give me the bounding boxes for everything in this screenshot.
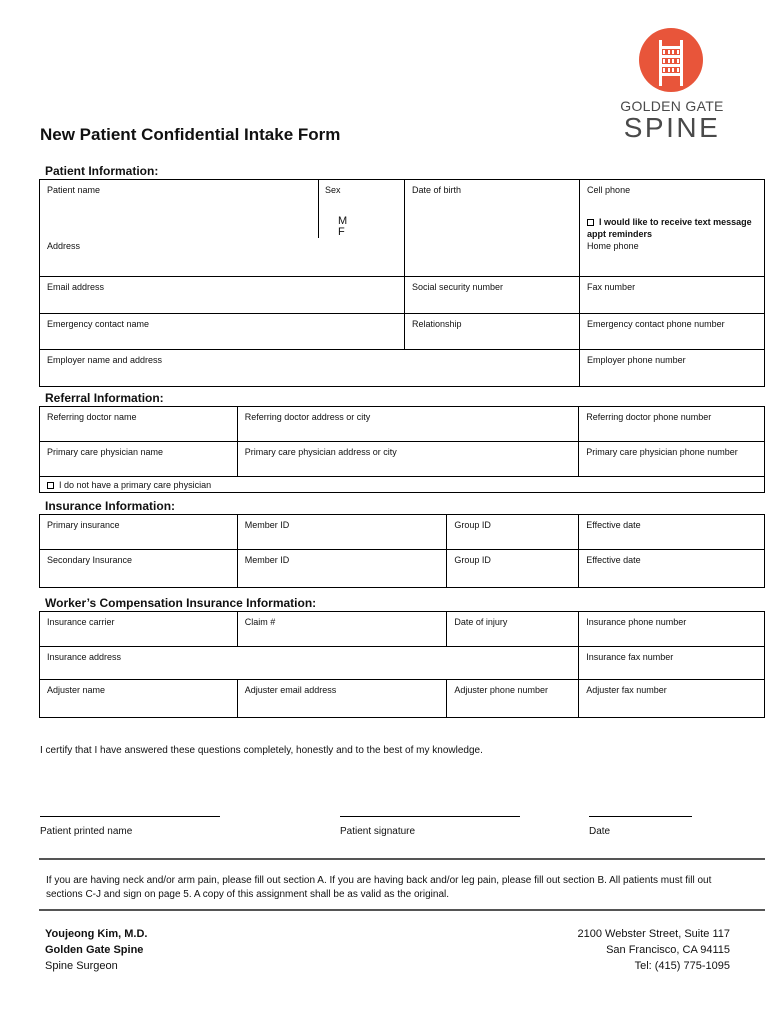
- sex-field: [318, 180, 404, 238]
- page-title: New Patient Confidential Intake Form: [40, 125, 341, 144]
- emergency-contact-label: Emergency contact name: [47, 318, 150, 329]
- footer-street: 2100 Webster Street, Suite 117: [577, 928, 730, 940]
- insurance-carrier-label: Insurance carrier: [47, 617, 115, 627]
- printed-name-line[interactable]: [40, 816, 220, 817]
- sex-label: Sex: [325, 185, 341, 195]
- text-reminder-label: I would like to receive text message appt reminders: [587, 217, 752, 239]
- clinic-logo: [612, 28, 732, 143]
- primary-effective-date-field[interactable]: [579, 515, 765, 550]
- workers-comp-table: [39, 611, 765, 718]
- fax-field[interactable]: [580, 276, 765, 313]
- ssn-field[interactable]: [405, 276, 580, 313]
- injury-date-label: Date of injury: [454, 617, 508, 627]
- footer-doctor-role: Spine Surgeon: [45, 960, 118, 972]
- primary-member-id-label: Member ID: [244, 520, 290, 530]
- insurance-carrier-field[interactable]: [40, 612, 238, 647]
- referring-doctor-phone-field[interactable]: [579, 407, 765, 442]
- adjuster-fax-label: Adjuster fax number: [586, 685, 667, 695]
- secondary-insurance-label: Secondary Insurance: [47, 555, 133, 565]
- primary-effective-date-label: Effective date: [586, 520, 641, 530]
- referral-info-table: [39, 406, 765, 493]
- referring-doctor-field[interactable]: [40, 407, 238, 442]
- address-label: Address: [47, 241, 81, 251]
- insurance-address-field[interactable]: [40, 647, 579, 680]
- workers-comp-heading: Worker’s Compensation Insurance Information:: [45, 596, 317, 610]
- email-label: Email address: [47, 281, 105, 292]
- text-reminder-checkbox[interactable]: [587, 219, 594, 226]
- pcp-phone-label: Primary care physician phone number: [586, 447, 738, 457]
- employer-phone-label: Employer phone number: [587, 354, 686, 365]
- claim-number-label: Claim #: [244, 617, 276, 627]
- footer-clinic-name: Golden Gate Spine: [45, 944, 144, 956]
- certification-statement: I certify that I have answered these questions completely, honestly and to the best of my knowledge.: [40, 745, 483, 756]
- divider-top: [39, 858, 765, 860]
- primary-group-id-label: Group ID: [454, 520, 491, 530]
- patient-name-field[interactable]: [40, 180, 318, 238]
- referring-doctor-address-label: Referring doctor address or city: [244, 412, 371, 422]
- secondary-insurance-field[interactable]: [40, 550, 238, 588]
- email-field[interactable]: [40, 276, 405, 313]
- cell-phone-field[interactable]: [580, 180, 765, 241]
- employer-phone-field[interactable]: [580, 349, 765, 386]
- referring-doctor-phone-label: Referring doctor phone number: [586, 412, 712, 422]
- fax-label: Fax number: [587, 281, 636, 292]
- referring-doctor-address-field[interactable]: [237, 407, 578, 442]
- signature-line[interactable]: [340, 816, 520, 817]
- cell-phone-label: Cell phone: [587, 185, 631, 195]
- logo-text-main: SPINE: [623, 112, 721, 143]
- claim-number-field[interactable]: [237, 612, 447, 647]
- ssn-label: Social security number: [412, 281, 504, 292]
- adjuster-fax-field[interactable]: [579, 680, 765, 718]
- footer-address-info: [578, 926, 730, 974]
- pcp-address-label: Primary care physician address or city: [244, 447, 397, 457]
- relationship-label: Relationship: [412, 318, 462, 329]
- adjuster-email-label: Adjuster email address: [244, 685, 337, 695]
- printed-name-label: Patient printed name: [40, 826, 133, 837]
- secondary-member-id-label: Member ID: [244, 555, 290, 565]
- sex-option-m[interactable]: M: [338, 215, 348, 227]
- secondary-effective-date-field[interactable]: [579, 550, 765, 588]
- no-pcp-checkbox[interactable]: [47, 482, 54, 489]
- no-pcp-option[interactable]: [40, 477, 765, 493]
- emergency-phone-label: Emergency contact phone number: [587, 318, 725, 329]
- divider-bottom: [39, 909, 765, 911]
- adjuster-name-label: Adjuster name: [47, 685, 106, 695]
- primary-insurance-field[interactable]: [40, 515, 238, 550]
- secondary-group-id-field[interactable]: [447, 550, 579, 588]
- insurance-phone-label: Insurance phone number: [586, 617, 687, 627]
- insurance-fax-field[interactable]: [579, 647, 765, 680]
- patient-info-table: [39, 179, 765, 387]
- date-line[interactable]: [589, 816, 692, 817]
- injury-date-field[interactable]: [447, 612, 579, 647]
- primary-member-id-field[interactable]: [237, 515, 447, 550]
- patient-info-heading: Patient Information:: [45, 164, 159, 178]
- insurance-address-label: Insurance address: [47, 652, 122, 662]
- insurance-phone-field[interactable]: [579, 612, 765, 647]
- insurance-fax-label: Insurance fax number: [586, 652, 674, 662]
- emergency-phone-field[interactable]: [580, 313, 765, 349]
- date-label: Date: [589, 826, 611, 837]
- secondary-group-id-label: Group ID: [454, 555, 491, 565]
- footer-doctor-name: Youjeong Kim, M.D.: [45, 928, 148, 940]
- relationship-field[interactable]: [405, 313, 580, 349]
- footer-phone: Tel: (415) 775-1095: [634, 960, 730, 972]
- pcp-name-field[interactable]: [40, 442, 238, 477]
- employer-field[interactable]: [40, 349, 580, 386]
- adjuster-phone-label: Adjuster phone number: [454, 685, 548, 695]
- pcp-phone-field[interactable]: [579, 442, 765, 477]
- text-reminder-option[interactable]: [587, 216, 758, 240]
- referring-doctor-label: Referring doctor name: [47, 412, 137, 422]
- adjuster-phone-field[interactable]: [447, 680, 579, 718]
- emergency-contact-field[interactable]: [40, 313, 405, 349]
- adjuster-email-field[interactable]: [237, 680, 447, 718]
- signature-label: Patient signature: [340, 826, 416, 837]
- dob-field[interactable]: [405, 180, 580, 277]
- footer-city: San Francisco, CA 94115: [606, 944, 730, 956]
- footer-doctor-info: [45, 926, 147, 974]
- home-phone-field[interactable]: [580, 240, 765, 276]
- instructions-note: If you are having neck and/or arm pain, please fill out section A. If you are having back and/or leg pain, please fill out section B. All patients must fill out sections C-J and sign on page 5. A copy of this assignment shall be as valid as the original.: [46, 875, 712, 900]
- primary-insurance-label: Primary insurance: [47, 520, 120, 530]
- employer-label: Employer name and address: [47, 354, 163, 365]
- bridge-logo-icon: [639, 28, 703, 92]
- insurance-info-table: [39, 514, 765, 588]
- patient-name-label: Patient name: [47, 185, 101, 195]
- primary-group-id-field[interactable]: [447, 515, 579, 550]
- pcp-address-field[interactable]: [237, 442, 578, 477]
- secondary-effective-date-label: Effective date: [586, 555, 641, 565]
- insurance-info-heading: Insurance Information:: [45, 499, 176, 513]
- secondary-member-id-field[interactable]: [237, 550, 447, 588]
- sex-option-f[interactable]: F: [338, 226, 345, 238]
- referral-info-heading: Referral Information:: [45, 391, 164, 405]
- home-phone-label: Home phone: [587, 241, 639, 251]
- dob-label: Date of birth: [412, 185, 462, 195]
- pcp-name-label: Primary care physician name: [47, 447, 164, 457]
- address-field[interactable]: [40, 240, 405, 276]
- logo-text-top: GOLDEN GATE: [620, 98, 724, 114]
- no-pcp-label: I do not have a primary care physician: [59, 480, 212, 490]
- adjuster-name-field[interactable]: [40, 680, 238, 718]
